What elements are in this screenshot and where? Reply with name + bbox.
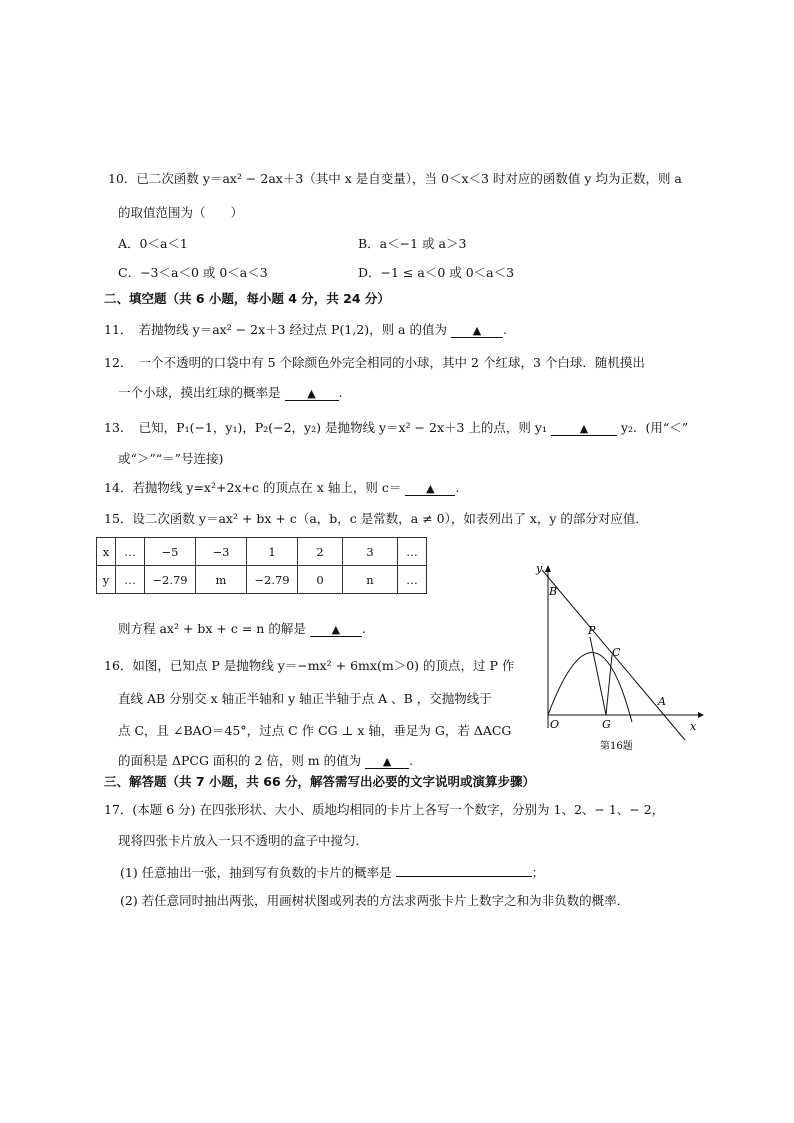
table-row (97, 566, 427, 594)
q15-stem-line2: 则方程 ax² + bx + c = n 的解是 (118, 621, 306, 636)
q10-option-d: D．−1 ≤ a＜0 或 0＜a＜3 (358, 265, 515, 280)
q12 (118, 384, 342, 402)
q15-stem-line1: 15．设二次函数 y＝ax² + bx + c（a，b，c 是常数，a ≠ 0），如表列出了 x，y 的部分对应值． (104, 511, 648, 526)
q15-answer-blank[interactable] (310, 621, 362, 637)
q10-option-b: B．a＜−1 或 a＞3 (358, 236, 467, 251)
q15-question (118, 620, 366, 638)
y-axis-arrow-icon (545, 565, 551, 572)
table-row (97, 538, 427, 566)
label-g: G (602, 718, 611, 731)
q17-stem-line1: 17．(本题 6 分) 在四张形状、大小、质地均相同的卡片上各写一个数字，分别为 1、2、− 1、− 2， (104, 802, 665, 817)
table-cell: … (116, 538, 145, 566)
q17-part2: (2) 若任意同时抽出两张，用画树状图或列表的方法求两张卡片上数字之和为非负数的概率． (120, 893, 630, 908)
q10-stem-line2: 的取值范围为（ ） (118, 205, 244, 220)
q13-stem-tail: y₂．(用“＜” (620, 420, 689, 435)
table-cell: … (398, 566, 427, 594)
q16-figure (520, 560, 710, 755)
q16-stem-line1: 16．如图，已知点 P 是抛物线 y＝−mx² + 6mx(m＞0) 的顶点，过 P 作 (104, 658, 515, 673)
q17-part1 (120, 861, 544, 882)
table-cell: m (196, 566, 247, 594)
q14-end: . (455, 480, 460, 495)
q16-question (118, 752, 413, 770)
table-cell: n (343, 566, 398, 594)
blank-triangle-icon: ▲ (426, 482, 435, 495)
q12-answer-blank[interactable] (285, 385, 339, 401)
q10-stem-line1: 10．已二次函数 y＝ax² − 2ax＋3（其中 x 是自变量），当 0＜x＜3 时对应的函数值 y 均为正数，则 a (108, 171, 682, 186)
blank-triangle-icon: ▲ (579, 422, 589, 435)
label-p: P (588, 624, 596, 637)
q16-stem-line3: 点 C，且 ∠BAO＝45°，过点 C 作 CG ⊥ x 轴，垂足为 G，若 ΔACG (118, 723, 512, 738)
label-x: x (690, 720, 697, 733)
table-cell: 1 (247, 538, 298, 566)
q15-value-table (96, 537, 427, 594)
label-o: O (550, 718, 560, 731)
q11-end: . (502, 322, 507, 337)
q13 (104, 419, 688, 437)
table-cell: −3 (196, 538, 247, 566)
table-cell: 3 (343, 538, 398, 566)
q16-end: . (409, 753, 414, 768)
q14 (104, 479, 459, 497)
x-axis-arrow-icon (698, 712, 704, 718)
table-cell: 2 (298, 538, 343, 566)
q13-stem: 13． 已知，P₁(−1，y₁)，P₂(−2，y₂) 是抛物线 y＝x² − 2x＋3 上的点，则 y₁ (104, 420, 547, 435)
table-cell: y (97, 566, 116, 594)
q17-part1-end: ； (531, 865, 545, 880)
q13-stem-line2: 或“＞”“＝”号连接) (118, 451, 224, 466)
q11-answer-blank[interactable] (451, 322, 503, 338)
table-cell: −5 (145, 538, 196, 566)
blank-triangle-icon: ▲ (307, 387, 316, 400)
label-c: C (612, 646, 621, 659)
table-cell: 0 (298, 566, 343, 594)
table-cell: −2.79 (145, 566, 196, 594)
q10-option-a: A．0＜a＜1 (118, 236, 188, 251)
q17-part1-answer-blank[interactable] (396, 861, 532, 877)
q16-answer-blank[interactable] (365, 753, 409, 769)
blank-triangle-icon: ▲ (472, 324, 482, 337)
q16-stem-line4: 的面积是 ΔPCG 面积的 2 倍，则 m 的值为 (118, 753, 362, 768)
q14-stem: 14．若抛物线 y=x²+2x+c 的顶点在 x 轴上，则 c＝ (104, 480, 402, 495)
section-fill-in-heading: 二、填空题（共 6 小题，每小题 4 分，共 24 分） (104, 291, 390, 306)
q16-stem-line2: 直线 AB 分别交 x 轴正半轴和 y 轴正半轴于点 A 、B ，交抛物线于 (118, 691, 492, 706)
q17-part1-text: (1) 任意抽出一张，抽到写有负数的卡片的概率是 (120, 865, 392, 880)
parabola (548, 653, 630, 716)
table-cell: −2.79 (247, 566, 298, 594)
blank-triangle-icon: ▲ (382, 755, 392, 768)
table-cell: … (398, 538, 427, 566)
parabola-tail (630, 715, 632, 722)
label-y: y (536, 562, 543, 575)
q13-answer-blank[interactable] (551, 420, 617, 436)
table-cell: x (97, 538, 116, 566)
q12-stem-line1: 12． 一个不透明的口袋中有 5 个除颜色外完全相同的小球，其中 2 个红球，3 个白球．随机摸出 (104, 355, 645, 370)
section-solve-heading: 三、解答题（共 7 小题，共 66 分，解答需写出必要的文字说明或演算步骤） (104, 774, 536, 789)
table-cell: … (116, 566, 145, 594)
q15-end: . (361, 621, 366, 636)
blank-triangle-icon: ▲ (331, 623, 341, 636)
q17-stem-line2: 现将四张卡片放入一只不透明的盒子中搅匀． (118, 833, 369, 848)
label-b: B (549, 585, 558, 598)
q12-stem-line2: 一个小球，摸出红球的概率是 (118, 385, 281, 400)
label-a: A (658, 695, 666, 708)
q12-end: . (338, 385, 343, 400)
q11 (104, 321, 507, 339)
figure-caption: 第16题 (600, 741, 633, 752)
q11-stem: 11． 若抛物线 y＝ax² − 2x＋3 经过点 P(1,2)，则 a 的值为 (104, 322, 447, 337)
segment-pg (590, 637, 606, 715)
q10-option-c: C．−3＜a＜0 或 0＜a＜3 (118, 265, 268, 280)
q14-answer-blank[interactable] (405, 480, 455, 496)
